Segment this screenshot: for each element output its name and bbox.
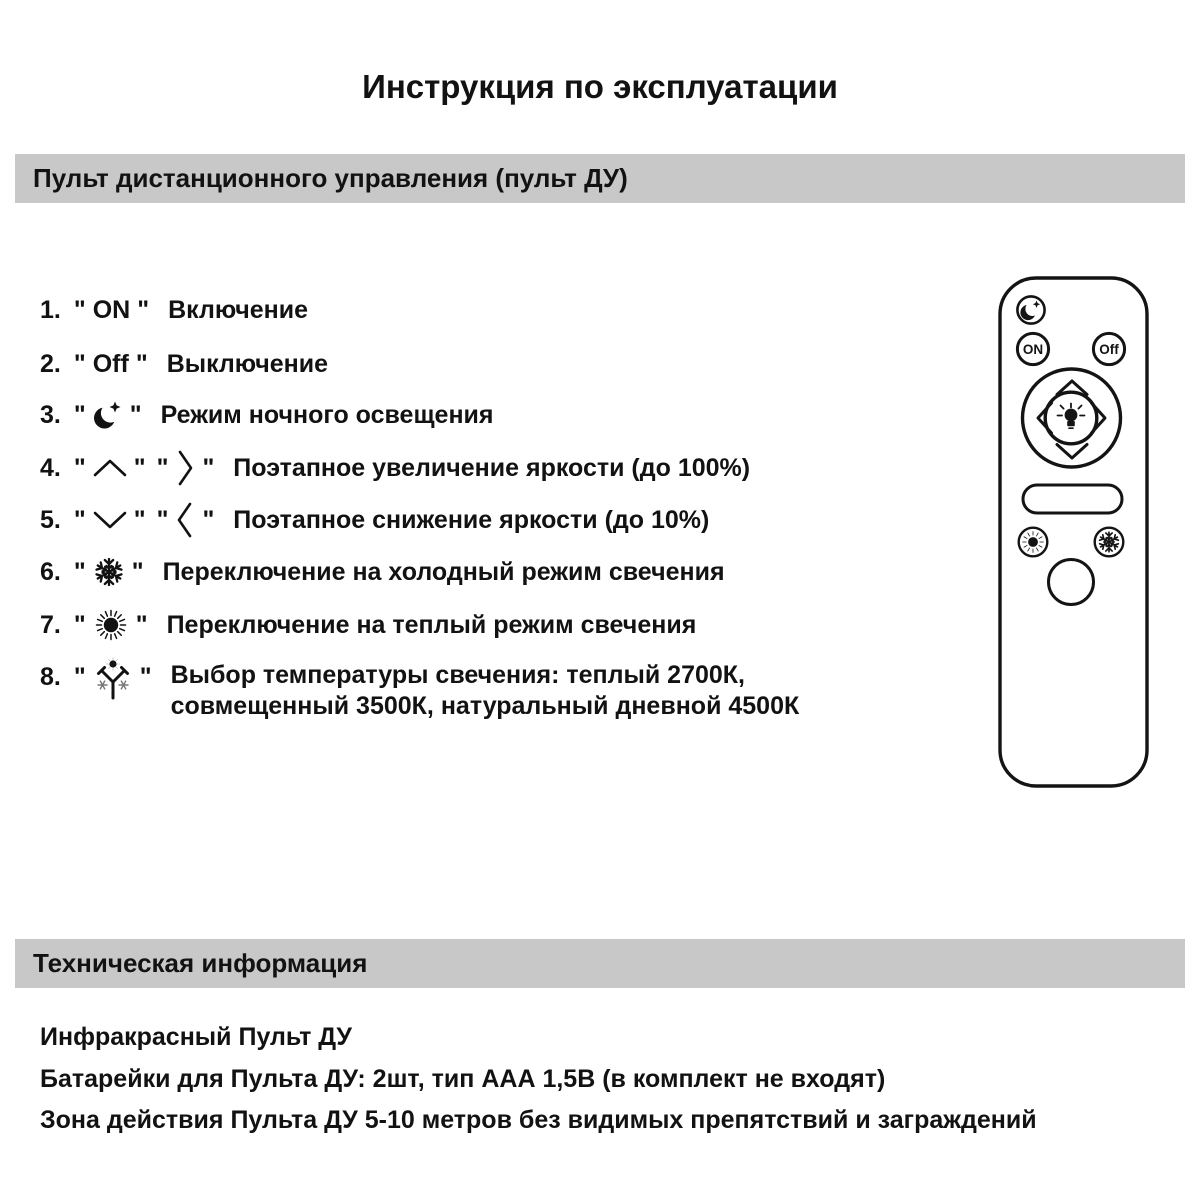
svg-text:Off: Off [1099,342,1119,357]
color-temp-icon [93,657,133,701]
chevron-up-icon [93,458,127,478]
quote-mark: " [133,505,146,534]
item-number: 6. [40,557,61,586]
item-description: Включение [168,295,309,324]
tech-info-line: Зона действия Пульта ДУ 5-10 метров без видимых препятствий и заграждений [40,1106,1037,1134]
list-item-on [40,292,308,328]
list-item-brightness-down [40,502,709,538]
list-item-cold-mode [40,554,725,590]
item-number: 5. [40,505,61,534]
sun-icon [93,607,129,643]
quote-mark: " [139,663,152,691]
item-number: 7. [40,610,61,639]
quote-mark: " [73,400,86,429]
item-description-line1: Выбор температуры свечения: теплый 2700К, [170,661,745,689]
remote-cold-button [1095,528,1124,557]
svg-text:ON: ON [1022,342,1044,357]
remote-night-button [1017,296,1044,323]
quote-mark: " [202,453,215,482]
item-description: Поэтапное снижение яркости (до 10%) [233,505,710,534]
section-heading-tech: Техническая информация [15,939,1185,988]
quote-mark: " [73,610,86,639]
moon-icon [93,399,123,431]
quote-mark: " [73,295,86,324]
item-description: Переключение на холодный режим свечения [162,557,725,586]
item-number: 4. [40,453,61,482]
remote-warm-button [1019,528,1048,557]
quote-mark: " [73,557,86,586]
tech-info-line: Инфракрасный Пульт ДУ [40,1023,352,1051]
page-title: Инструкция по эксплуатации [362,68,838,105]
chevron-down-icon [93,510,127,530]
list-item-off [40,346,328,382]
remote-off-button [1093,333,1124,364]
item-number: 8. [40,663,61,691]
quote-mark: " [156,453,169,482]
remote-on-button [1017,333,1048,364]
remote-bottom-button [1049,560,1094,605]
quote-mark: " [133,453,146,482]
bulb-icon [1058,404,1085,429]
quote-mark: " [202,505,215,534]
remote-control-illustration [985,268,1162,798]
item-description: Поэтапное увеличение яркости (до 100%) [233,453,751,482]
quote-mark: " [129,400,142,429]
quote-mark: " [73,663,86,691]
quote-mark: " [131,557,144,586]
item-description: Выключение [166,349,328,378]
list-item-night-mode [40,397,494,433]
quote-mark: " [73,453,86,482]
tech-info-line: Батарейки для Пульта ДУ: 2шт, тип ААА 1,5В (в комплект не входят) [40,1065,886,1093]
chevron-right-icon [175,450,195,486]
quote-mark: " [73,505,86,534]
item-number: 3. [40,400,61,429]
list-item-warm-mode [40,607,696,643]
off-label: Off [92,349,129,378]
item-number: 1. [40,295,61,324]
remote-dpad [1023,369,1121,467]
item-description [171,660,800,722]
list-item-color-temp [40,657,799,722]
on-label: ON [92,295,131,324]
list-item-brightness-up [40,450,750,486]
remote-pill-button [1023,485,1122,513]
quote-mark: " [135,610,148,639]
dpad-down-arrow [1057,445,1087,459]
item-description: Режим ночного освещения [160,400,494,429]
quote-mark: " [156,505,169,534]
item-description-line2: совмещенный 3500К, натуральный дневной 4500К [170,692,800,720]
item-description: Переключение на теплый режим свечения [166,610,697,639]
section-heading-remote: Пульт дистанционного управления (пульт ДУ) [15,154,1185,203]
item-number: 2. [40,349,61,378]
snowflake-icon [93,556,125,588]
quote-mark: " [137,295,150,324]
quote-mark: " [135,349,148,378]
quote-mark: " [73,349,86,378]
chevron-left-icon [175,502,195,538]
